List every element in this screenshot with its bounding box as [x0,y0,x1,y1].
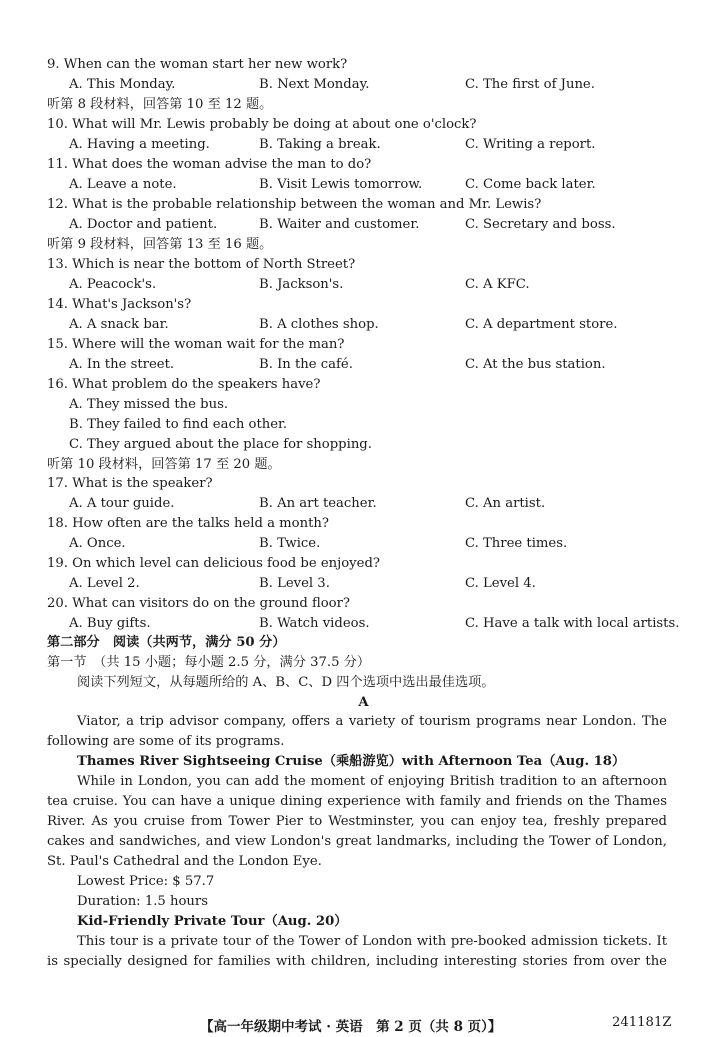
option-19b: B. Level 3. [259,576,330,591]
question-9: 9. When can the woman start her new work? [47,57,348,72]
reading-instruction: 阅读下列短文，从每题所给的 A、B、C、D 四个选项中选出最佳选项。 [77,675,495,690]
option-12b: B. Waiter and customer. [259,217,420,232]
kid-tour-title: Kid-Friendly Private Tour（Aug. 20） [77,914,348,929]
option-17a: A. A tour guide. [69,496,175,511]
passage-label: A [358,695,369,710]
option-20c: C. Have a talk with local artists. [465,616,680,631]
intro-line-2: following are some of its programs. [47,734,285,749]
option-12c: C. Secretary and boss. [465,217,616,232]
question-10: 10. What will Mr. Lewis probably be doing at about one o'clock? [47,117,477,132]
option-18b: B. Twice. [259,536,321,551]
option-13a: A. Peacock's. [69,277,157,292]
kid-tour-line-2: is specially designed for families with children, including interesting stories from over the [47,954,667,969]
cruise-line-1: While in London, you can add the moment of enjoying British tradition to an afternoon [77,774,667,789]
question-16: 16. What problem do the speakers have? [47,377,321,392]
cruise-line-5: St. Paul's Cathedral and the London Eye. [47,854,322,869]
option-14c: C. A department store. [465,317,618,332]
option-17b: B. An art teacher. [259,496,377,511]
section-1-title: 第一节 （共 15 小题；每小题 2.5 分，满分 37.5 分） [47,655,371,670]
cruise-line-3: River. As you cruise from Tower Pier to Westminster, you can enjoy tea, freshly prepared [47,814,667,829]
question-13: 13. Which is near the bottom of North Street? [47,257,356,272]
option-16b: B. They failed to find each other. [69,417,288,432]
option-10c: C. Writing a report. [465,137,596,152]
option-13b: B. Jackson's. [259,277,344,292]
page-footer-title: 【高一年级期中考试 · 英语 第 2 页（共 8 页）】 [200,1019,502,1035]
option-12a: A. Doctor and patient. [69,217,218,232]
option-11c: C. Come back later. [465,177,596,192]
section-9-heading: 听第 9 段材料，回答第 13 至 16 题。 [47,237,273,252]
question-19: 19. On which level can delicious food be enjoyed? [47,556,380,571]
option-19c: C. Level 4. [465,576,536,591]
option-10b: B. Taking a break. [259,137,381,152]
question-14: 14. What's Jackson's? [47,297,192,312]
question-20: 20. What can visitors do on the ground floor? [47,596,350,611]
cruise-title: Thames River Sightseeing Cruise（乘船游览）with Afternoon Tea（Aug. 18） [77,754,626,769]
cruise-line-4: cakes and sandwiches, and view London's great landmarks, including the Tower of London, [47,834,667,849]
section-10-heading: 听第 10 段材料，回答第 17 至 20 题。 [47,457,281,472]
option-14b: B. A clothes shop. [259,317,379,332]
intro-line-1: Viator, a trip advisor company, offers a variety of tourism programs near London. The [77,714,667,729]
option-16a: A. They missed the bus. [69,397,229,412]
option-19a: A. Level 2. [69,576,140,591]
option-15c: C. At the bus station. [465,357,606,372]
option-14a: A. A snack bar. [69,317,169,332]
option-13c: C. A KFC. [465,277,530,292]
option-17c: C. An artist. [465,496,546,511]
kid-tour-line-1: This tour is a private tour of the Tower of London with pre-booked admission tickets. It [77,934,667,949]
option-11a: A. Leave a note. [69,177,177,192]
page-footer-code: 241181Z [612,1015,672,1030]
cruise-price: Lowest Price: $ 57.7 [77,874,215,889]
cruise-duration: Duration: 1.5 hours [77,894,208,909]
question-12: 12. What is the probable relationship between the woman and Mr. Lewis? [47,197,542,212]
question-18: 18. How often are the talks held a month? [47,516,329,531]
option-18a: A. Once. [69,536,126,551]
option-9b: B. Next Monday. [259,77,370,92]
option-9c: C. The first of June. [465,77,595,92]
option-20b: B. Watch videos. [259,616,370,631]
cruise-line-2: tea cruise. You can have a unique dining experience with family and friends on the Thames [47,794,667,809]
part-2-title: 第二部分 阅读（共两节，满分 50 分） [47,635,286,650]
option-15a: A. In the street. [69,357,175,372]
question-11: 11. What does the woman advise the man to do? [47,157,372,172]
option-15b: B. In the café. [259,357,353,372]
option-16c: C. They argued about the place for shopping. [69,437,372,452]
question-17: 17. What is the speaker? [47,476,213,491]
question-15: 15. Where will the woman wait for the man? [47,337,345,352]
option-18c: C. Three times. [465,536,568,551]
section-8-heading: 听第 8 段材料，回答第 10 至 12 题。 [47,97,273,112]
option-11b: B. Visit Lewis tomorrow. [259,177,423,192]
option-10a: A. Having a meeting. [69,137,210,152]
option-9a: A. This Monday. [69,77,176,92]
option-20a: A. Buy gifts. [69,616,151,631]
